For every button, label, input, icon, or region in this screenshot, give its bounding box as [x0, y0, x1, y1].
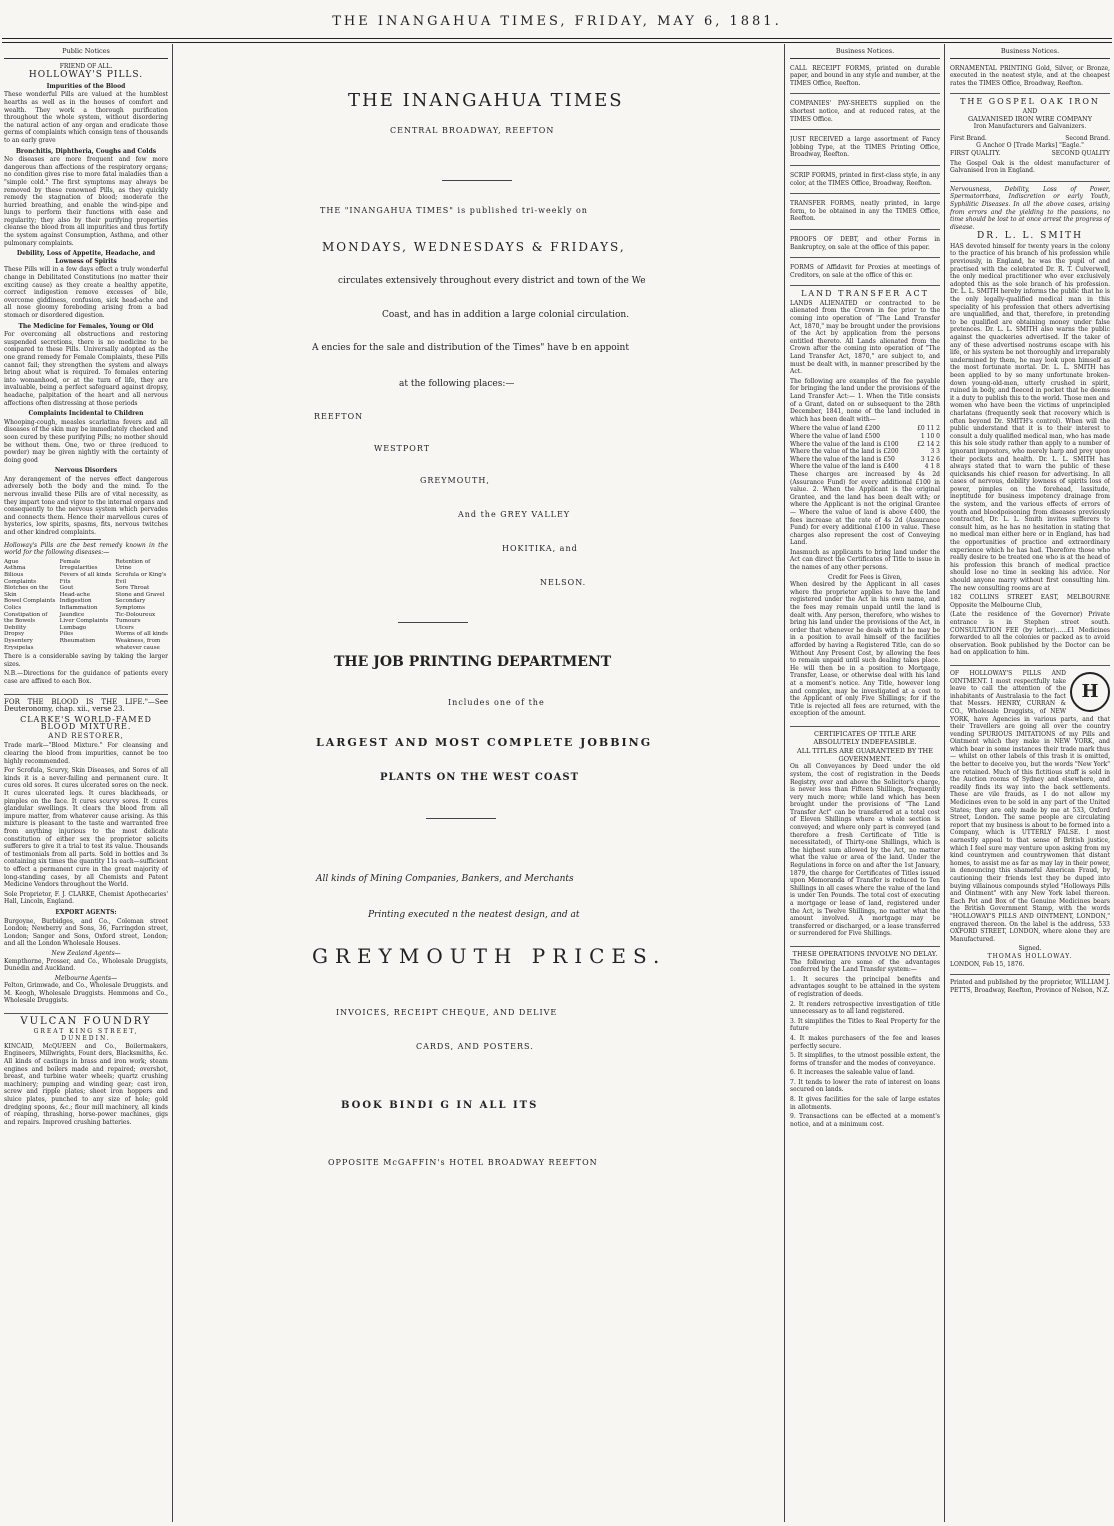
- disease-item: Tumours: [115, 618, 141, 625]
- paragraph: Any derangement of the nerves effect dangerous adversely both the body and the mind. To the nervous invalid these Pills are of vital necessity, as they impart tone and vigor to the internal organs and consequently to the nervous system which pervades and connects them. Hence their marvellous cures of hysterics, low spirits, spasms, fits, nervous twitches and other kindred complaints.: [4, 475, 168, 537]
- disease-item: Colics: [4, 604, 22, 611]
- binding-line: BOOK BINDI G IN ALL ITS: [341, 1100, 539, 1111]
- largest-line: LARGEST AND MOST COMPLETE JOBBING: [316, 736, 653, 749]
- ad-text: SCRIP FORMS, printed in first-class style, in any color, at the TIMES Office, Broadway, Reefton.: [790, 171, 940, 187]
- disease-item: Dysentery: [4, 637, 33, 644]
- holloway-trademark-icon: H: [1070, 672, 1110, 712]
- divider: [442, 180, 512, 181]
- advantage-item: 6. It increases the saleable value of land.: [790, 1069, 915, 1077]
- place-name: WESTPORT: [374, 444, 431, 453]
- prices-line: GREYMOUTH PRICES.: [312, 944, 667, 968]
- divider: [426, 818, 496, 819]
- vulcan-title: VULCAN FOUNDRY: [20, 1016, 152, 1028]
- quality-label: FIRST QUALITY.: [950, 149, 1001, 157]
- disease-item: Indigestion: [59, 598, 92, 605]
- disease-item: Erysipelas: [4, 644, 34, 651]
- place-name: HOKITIKA, and: [502, 544, 578, 553]
- disease-item: Rheumatism: [59, 637, 96, 644]
- disease-item: Blotches on the Skin: [4, 585, 49, 598]
- fee-label: Where the value of land £500: [790, 432, 880, 440]
- disease-item: Jaundice: [59, 611, 85, 618]
- fee-label: Where the value of land £200: [790, 425, 880, 433]
- fee-row: [790, 433, 940, 441]
- disease-list: [4, 559, 168, 651]
- paragraph: No diseases are more frequent and few more dangerous than affections of the respiratory organs; no condition gives rise to more fatal maladies than a "simple cold." The first symptoms may always be removed by these renowned Pills, as they quickly remedy the stagnation of blood; moderate the hurried breathing, and enable the wind-pipe and lungs to perform their functions with ease and regularity; they also by their purifying properties cleanse the blood from all impurities and thus fortify the system against Consumption, Asthma, and other pulmonary complaints.: [4, 156, 168, 247]
- brand-marks: G Anchor O [Trade Marks] "Eagle.": [976, 142, 1084, 150]
- advantage-item: 9. Transactions can be effected at a moment's notice, and at a minimum cost.: [790, 1113, 940, 1128]
- fee-value: 3 3: [930, 448, 940, 456]
- paragraph: The following are some of the advantages conferred by the Land Transfer system:—: [790, 958, 940, 974]
- paragraph: These Pills will in a few days effect a truly wonderful change in Debilitated Constitutions (no matter their exciting cause) as they create a healthy appetite, correct indigestion remove excesses of bile, overcome giddiness, confusion, sick head-ache and all nose gloomy foreboding arising from a bad stomach or disordered digestion.: [4, 266, 168, 319]
- fee-label: Where the value of the land is £100: [790, 440, 899, 448]
- section-heading: Complaints Incidental to Children: [28, 410, 144, 418]
- paragraph: For Scrofula, Scurvy, Skin Diseases, and Sores of all kinds it is a never-failing and permanent cure. It cures old sores. It cures ulcerated sores on the neck. It cures ulcerated legs. It cures blackheads, or pimples on the face. It cures scurvy sores. It cures glandular swellings. It clears the blood from all impure matter, from whatever cause arising. As this mixture is pleasant to the taste and warranted free from anything injurious to the most delicate constitution of either sex the proprietor solicits sufferers to give it a trial to test its value. Thousands of testimonials from all parts. Sold in bottles and 3s containing six times the quantity 11s each—sufficient to effect a permanent cure in the great majority of long-standing cases, by all Chemists and Patent Medicine Vendors throughout the World.: [4, 767, 168, 889]
- quality-row: [950, 150, 1110, 158]
- column-business-notices-2: [950, 48, 1110, 1522]
- small-ad: [790, 234, 940, 258]
- disease-item: Constipation of the Bowels: [4, 611, 48, 625]
- section-heading: Credit for Fees is Given,: [828, 573, 902, 581]
- places-intro: at the following places:—: [399, 379, 515, 389]
- job-printing-heading: THE JOB PRINTING DEPARTMENT: [334, 654, 612, 670]
- ad-text: ORNAMENTAL PRINTING Gold, Silver, or Bronze, executed in the neatest style, and at the cheapest rates the TIMES Office, Broadway, Reefton.: [950, 64, 1110, 87]
- advantages-list: [790, 976, 940, 1129]
- fee-value: 3 12 6: [920, 455, 940, 463]
- fee-row: [790, 448, 940, 456]
- section-heading: EXPORT AGENTS:: [55, 908, 117, 916]
- fee-value: 1 10 0: [920, 432, 940, 440]
- small-ad: [950, 158, 1110, 182]
- advantage-item: 4. It makes purchasers of the fee and leases perfectly secure.: [790, 1034, 940, 1050]
- paragraph: Trade mark—"Blood Mixture." For cleansing and clearing the blood from impurities, cannot be too highly recommended.: [4, 742, 168, 765]
- agencies-line: A encies for the sale and distribution of the Times" have b en appoint: [312, 343, 629, 353]
- publishing-days: MONDAYS, WEDNESDAYS & FRIDAYS,: [322, 240, 626, 254]
- ad-text: FORMS of Affidavit for Proxies at meetings of Creditors, on sale at the office of this er.: [790, 264, 940, 279]
- ad-subtitle: FRIEND OF ALL.: [59, 62, 113, 70]
- section-heading: ALL TITLES ARE GUARANTEED BY THE GOVERNMENT.: [797, 747, 933, 763]
- section-heading: THESE OPERATIONS INVOLVE NO DELAY.: [792, 949, 938, 958]
- disease-item: Asthma: [4, 565, 26, 572]
- fee-row: [790, 441, 940, 449]
- disease-item: Dropsy: [4, 631, 25, 638]
- disease-item: Inflammation: [59, 604, 98, 611]
- place-name: GREYMOUTH,: [420, 476, 490, 485]
- nb-note: N.B.—Directions for the guidance of patients every case are affixed to each Box.: [4, 670, 168, 685]
- agents-heading: Melbourne Agents—: [54, 974, 118, 982]
- disease-item: Worms of all kinds: [115, 631, 168, 638]
- brand-label: Second Brand.: [1065, 134, 1110, 142]
- advantage-item: 7. It tends to lower the rate of interest on loans secured on lands.: [790, 1078, 940, 1094]
- doctor-title: DR. L. L. SMITH: [977, 231, 1083, 242]
- ad-text: JUST RECEIVED a large assortment of Fancy Jobbing Type, at the TIMES Printing Office, Broadway, Reefton.: [790, 136, 940, 159]
- column-divider: [784, 44, 785, 1522]
- brand-label: First Brand.: [950, 134, 987, 142]
- vulcan-address: GREAT KING STREET,: [33, 1027, 139, 1035]
- clarke-subtitle: AND RESTORER,: [48, 731, 124, 740]
- opposite-line: OPPOSITE McGAFFIN's HOTEL BROADWAY REEFTON: [328, 1158, 598, 1167]
- plants-line: PLANTS ON THE WEST COAST: [380, 772, 580, 783]
- paragraph: KINCAID, McQUEEN and Co., Boilermakers, Engineers, Millwrights, Fount ders, Blacksmiths, &c. All kinds of castings in brass and iron work; steam engines and boilers made and repaired; overshot, breast, and turbine water wheels; quartz crushing machinery; pumping and winding gear; cast iron, screw and ripple plates; sheet iron hoppers and sluice plates, punched to any size of hole; gold dredging spoons, &c.; flour mill machinery, all kinds of reaping, thrashing, horse-power machines, gigs and repairs. Improved crushing batteries.: [4, 1042, 168, 1126]
- disease-item: Fevers of all kinds: [59, 572, 112, 578]
- divider: [4, 1007, 168, 1014]
- ad-text: PROOFS OF DEBT, and other Forms in Bankruptcy, on sale at the office of this paper.: [790, 235, 940, 251]
- ad-text: CALL RECEIPT FORMS, printed on durable paper, and bound in any style and number, at the TIMES Office, Reefton.: [790, 64, 940, 87]
- gospel-subtitle: GALVANISED IRON WIRE COMPANY: [967, 114, 1092, 123]
- gospel-line: Iron Manufacturers and Galvanizers.: [973, 123, 1087, 131]
- agents-heading: New Zealand Agents—: [51, 949, 121, 957]
- paragraph: Inasmuch as applicants to bring land under the Act can direct the Certificates of Title to issue in the names of any other persons.: [790, 548, 940, 572]
- disease-item: Scrofula or King's Evil: [115, 572, 167, 585]
- fee-label: Where the value of the land is £400: [790, 463, 899, 471]
- circulation-line: Coast, and has in addition a large colonial circulation.: [382, 310, 630, 320]
- fee-row: [790, 425, 940, 433]
- invoices-line: INVOICES, RECEIPT CHEQUE, AND DELIVE: [336, 1008, 558, 1017]
- disease-item: Weakness, from whatever cause: [115, 637, 161, 651]
- paragraph: The following are examples of the fee payable for bringing the land under the provisions of the Land Transfer Act:— 1. When the Title consists of a Grant, dated on or subsequent to the 28th December, 1841, none of the land included in which has been dealt with—: [790, 377, 940, 423]
- advantage-item: 3. It simplifies the Titles to Real Property for the future: [790, 1017, 940, 1033]
- place-name: And the GREY VALLEY: [458, 510, 571, 519]
- column-times-advert: [176, 48, 780, 1522]
- paper-title: THE INANGAHUA TIMES: [348, 90, 624, 111]
- divider: [950, 659, 1110, 666]
- divider: [398, 622, 468, 623]
- section-heading: The Medicine for Females, Young or Old: [18, 322, 154, 330]
- land-transfer-title: LAND TRANSFER ACT: [801, 289, 929, 299]
- disease-item: Lumbago: [59, 624, 87, 631]
- disease-item: Ague: [4, 558, 19, 565]
- divider: [950, 968, 1110, 975]
- disease-item: Bowel Complaints: [4, 598, 56, 605]
- signature-name: THOMAS HOLLOWAY.: [987, 952, 1073, 960]
- imprint: Printed and published by the proprietor, WILLIAM J. PETTS, Broadway, Reefton, Province of Nelson, N.Z.: [950, 979, 1110, 994]
- column-divider: [172, 44, 173, 1522]
- doctor-address: 182 COLLINS STREET EAST, MELBOURNE Opposite the Melbourne Club,: [950, 594, 1110, 609]
- divider: [4, 688, 168, 695]
- saving-note: There is a considerable saving by taking the larger sizes.: [4, 653, 168, 668]
- disease-item: Fits: [59, 578, 71, 585]
- fee-row: [790, 463, 940, 471]
- paragraph: Sole Proprietor, F. J. CLARKE, Chemist Apothecaries' Hall, Lincoln, England.: [4, 890, 168, 906]
- includes-line: Includes one of the: [448, 698, 545, 707]
- place-name: NELSON.: [540, 578, 587, 587]
- small-ad: [790, 134, 940, 166]
- column-header: Business Notices.: [790, 48, 940, 59]
- brand-row: [950, 135, 1110, 143]
- gospel-title: THE GOSPEL OAK IRON: [960, 97, 1100, 107]
- disease-intro: Holloway's Pills are the best remedy known in the world for the following diseases:—: [4, 541, 168, 557]
- advantage-item: 1. It secures the principal benefits and advantages sought to be attained in the system of registration of deeds.: [790, 975, 940, 998]
- paragraph: When desired by the Applicant in all cases where the proprietor applies to have the land registered under the Act in his own name, and the fees may remain unpaid until the land is dealt with. Any person, therefore, who wishes to bring his land under the provisions of the Act, in order that whenever he deals with it he may be in a position to avail himself of the facilities afforded by having a Registered Title, can do so Without Any Present Cost, by allowing the fees to remain unpaid until such dealing takes place. He will then be in a position to Mortgage, Transfer, Lease, or otherwise deal with his land at a moment's notice. Any Title, however long and complex, may be investigated at a cost to the Applicant of only Five Shillings; for if the Title is rejected all fees are returned, with the exception of the amount.: [790, 581, 940, 718]
- paragraph: HAS devoted himself for twenty years in the colony to the practice of his branch of his profession while previously, in England, he was the pupil of and practised with the celebrated Dr. R. T. Culverwell, the only medical practitioner who ever exclusively adopted this as the sole branch of his profession. Dr. L. L. SMITH hereby informs the public that he is the only legally-qualified medical man in this speciality of his profession that others advertising are unqualified, and that, therefore, in pretending to be qualified are obtaining money under false pretences. Dr. L. L. SMITH also warns the public against the quackeries advertised. If the taker of any of these advertised nostrums escape with his life, or his system be not thoroughly and irreparably undermined by them, he may look upon himself as the most fortunate mortal. Dr. L. L. SMITH has been applied to by so many unfortunate broken-down young-old-men, utterly crushed in spirit, ruined in body, and fleeced in pocket that he deems it a duty to publish this to the world. Those men and women who have been the victims of unprincipled charlatans (frequently seek that recovery which is often beyond Dr. SMITH's control). When will the public understand that it is to their interest to consult a duly qualified medical man, who has made this his sole study rather than apply to a number of ignorant impostors, who merely harp and prey upon their pockets and health. Dr. L. L. SMITH has always stated that to warn the public of these quicksands his chief reason for advertising. In all cases of nervous, debility lowness of spirits loss of power, pimples on the forehead, lassitude, ineptitude for business impotency drainage from the system, and the various effects of errors of youth and bloodpoisoning from diseases previously contracted, Dr. L. L. Smith invites sufferers to consult him, as he has no hesitation in stating that no medical man either here or in England, has had the opportunities of practice and extraordinary experience which he has had. Therefore those who really desire to be treated one who is at the head of his profession this branch of medical practice should lose no time in seeking his advice. Nor should anyone marry without first consulting him. The new consulting rooms are at: [950, 242, 1110, 592]
- paragraph: Burgoyne, Burbidges, and Co., Coleman street London; Newberry and Sons, 36, Farringdon street, London; Sanger and Sons, Oxford street, London; and all the London Wholesale Houses.: [4, 917, 168, 948]
- column-header: Public Notices: [4, 48, 168, 59]
- gospel-and: AND: [1022, 107, 1038, 115]
- ad-text: TRANSFER FORMS, neatly printed, in large form, to be obtained in any the TIMES Office, Reefton.: [790, 200, 940, 223]
- column-business-notices: [790, 48, 940, 1522]
- published-note: THE "INANGAHUA TIMES" is published tri-weekly on: [320, 206, 588, 215]
- small-ad: [790, 98, 940, 130]
- small-ad: [790, 198, 940, 230]
- column-divider: [944, 44, 945, 1522]
- disease-item: Sore Throat: [115, 585, 150, 592]
- disease-item: Stone and Gravel: [115, 591, 165, 598]
- fee-row: [790, 456, 940, 464]
- cards-line: CARDS, AND POSTERS.: [416, 1042, 534, 1051]
- disease-item: Bilious Complaints: [4, 572, 37, 585]
- paragraph: LANDS ALIENATED or contracted to be alienated from the Crown in fee prior to the coming into operation of "The Land Transfer Act, 1870," may be brought under the provisions of the Act by application from the persons entitled thereto. All Lands alienated from the Crown after the coming into operation of "The Land Transfer Act, 1870," are subject to, and must be dealt with, in manner prescribed by the Act.: [790, 299, 940, 376]
- paragraph: (Late the residence of the Governor) Private entrance is in Stephen street south. CONSULTATION FEE (by letter)......£1 Medicines forwarded to all the colonies or packed as to avoid observation. Book published by the Doctor can be had on application to him.: [950, 611, 1110, 657]
- disease-item: Piles: [59, 631, 74, 638]
- mining-line: All kinds of Mining Companies, Bankers, and Merchants: [316, 874, 574, 884]
- section-heading: CERTIFICATES OF TITLE ARE ABSOLUTELY INDEFEASIBLE.: [813, 729, 917, 746]
- circulation-line: circulates extensively throughout every district and town of the We: [338, 276, 646, 286]
- column-header: Business Notices.: [950, 48, 1110, 59]
- printing-line: Printing executed n the neatest design, and at: [368, 910, 580, 920]
- fee-value: £2 14 2: [917, 440, 940, 448]
- disease-item: Retention of Urine: [115, 558, 151, 572]
- blood-life-heading: FOR THE BLOOD IS THE LIFE."—See Deuteronomy, chap. xii., verse 23.: [4, 697, 168, 714]
- divider: [790, 940, 940, 947]
- paragraph: OF HOLLOWAY'S PILLS AND OINTMENT. I most respectfully take leave to call the attention of the inhabitants of Australasia to the fact that Messrs. HENRY, CURRAN & CO., Wholesale Druggists, of NEW YORK, have Agencies in various parts, and that their Travellers are going all over the country vending SPURIOUS IMITATIONS of my Pills and Ointment which they make in NEW YORK, and which bear in some instances their trade mark thus— whilst on other labels of this trash it is omitted, the better to deceive you, but the words "New York" are retained. Much of this fictitious stuff is sold in the Auction rooms of Sydney and elsewhere, and readily finds its way into the back settlements. These are vile frauds, as I do not allow my Medicines even to be sold in any part of the United States; they are only made by me at 533, Oxford Street, London. The same people are circulating report that my business is about to be formed into a Company, which is UTTERLY FALSE. I most earnestly appeal to that sense of British justice, which I feel sure may venture upon asking from my kind countrymen and countrywomen that distant homes, to assist me as far as may lay in their power, in denouncing this shameful American Fraud, by cautioning their friends lest they be duped into buying villainous compounds styled "Holloways Pills and Ointment" with any New York label thereon. Each Pot and Box of the Genuine Medicines bears the British Government Stamp, with the words "HOLLOWAY'S PILLS AND OINTMENT, LONDON," engraved thereon. On the label is the address, 533 OXFORD STREET, LONDON, where alone they are Manufactured.: [950, 669, 1110, 943]
- disease-item: Liver Complaints: [59, 618, 109, 625]
- disease-item: Tic-Doloureux: [115, 611, 156, 618]
- disease-item: Secondary Symptoms: [115, 598, 146, 611]
- disease-item: Gout: [59, 585, 74, 592]
- signature-date: LONDON, Feb 15, 1876.: [950, 960, 1025, 968]
- paragraph: These wonderful Pills are valued at the humblest hearths as well as in the houses of comfort and wealth. They work a thorough purification throughout the whole system, without disordering the natural action of any organ and eradicate those germs of complaints which consign tens of thousands to an early grave: [4, 91, 168, 144]
- paragraph: For overcoming all obstructions and restoring suspended secretions, there is no medicine to be compared to these Pills. Universally adopted as the one grand remedy for Female Complaints, these Pills cannot fail; they strengthen the system and always bring about what is required. To females entering into womanhood, or at the turn of life, they are invaluable, being a perfect safeguard against dropsy, headache, palpitation of the heart and all nervous affections often distressing at those periods: [4, 331, 168, 407]
- small-ad: [950, 63, 1110, 95]
- ad-text: COMPANIES' PAY-SHEETS supplied on the shortest notice, and at reduced rates, at the TIMES Office.: [790, 100, 940, 123]
- column-public-notices: [4, 48, 168, 1522]
- ad-title: HOLLOWAY'S PILLS.: [28, 70, 144, 81]
- signed-label: Signed.: [1018, 945, 1042, 953]
- paragraph: Felton, Grimwade, and Co., Wholesale Druggists. and M. Keogh, Wholesale Druggists. Hemmons and Co., Wholesale Druggists.: [4, 982, 168, 1005]
- masthead-rule: [2, 38, 1112, 39]
- disease-item: Ulcers: [115, 624, 134, 631]
- masthead: THE INANGAHUA TIMES, FRIDAY, MAY 6, 1881.: [332, 14, 782, 29]
- divider: [790, 720, 940, 727]
- paragraph: Nervousness, Debility, Loss of Power, Spermatorrhœa, Indiscretion or early Youth, Syphilitic Diseases. In all the above cases, arising from errors and the yielding to the passions, no time should be lost to at once arrest the progress of disease.: [950, 185, 1110, 231]
- small-ad: [790, 63, 940, 95]
- section-heading: Debility, Loss of Appetite, Headache, and Lowness of Spirits: [16, 250, 156, 265]
- fee-label: Where the value of the land is £200: [790, 448, 899, 456]
- fee-value: 4 1 8: [924, 463, 940, 471]
- section-heading: Nervous Disorders: [54, 467, 118, 475]
- section-heading: Bronchitis, Diphtheria, Coughs and Colds: [15, 147, 157, 155]
- clarke-title: CLARKE'S WORLD-FAMED BLOOD MIXTURE.: [20, 714, 152, 732]
- paragraph: Kempthorne, Prosser, and Co., Wholesale Druggists, Dunedin and Auckland.: [4, 957, 168, 973]
- small-ad: [790, 170, 940, 194]
- vulcan-city: DUNEDIN.: [61, 1035, 111, 1043]
- divider: [71, 539, 101, 540]
- fee-label: Where the value of the land is £50: [790, 455, 895, 463]
- paragraph: These charges are increased by 4s 2d (Assurance Fund) for every additional £100 in value. 2. When the Applicant is the original Grantee, and the land has been dealt with; or where the Applicant is not the original Grantee— Where the value of land is above £400, the fees increase at the rate of 4s 2d (Assurance Fund) for every additional £100 in value. These charges also represent the cost of Conveying Land.: [790, 470, 940, 547]
- masthead-rule-thin: [2, 42, 1112, 43]
- advantage-item: 2. It renders retrospective investigation of title unnecessary as to all land registered.: [790, 1000, 940, 1016]
- advantage-item: 5. It simplifies, to the utmost possible extent, the forms of transfer and the modes of conveyance.: [790, 1052, 940, 1067]
- advantage-item: 8. It gives facilities for the sale of large estates in allotments.: [790, 1096, 940, 1111]
- ad-text: The Gospel Oak is the oldest manufacturer of Galvanised Iron in England.: [950, 159, 1110, 175]
- fee-table: [790, 425, 940, 471]
- paper-address: CENTRAL BROADWAY, REEFTON: [390, 126, 555, 135]
- place-name: REEFTON: [314, 412, 364, 421]
- quality-label: SECOND QUALITY: [1051, 149, 1110, 157]
- paragraph: Whooping-cough, measles scarlatina fevers and all diseases of the skin may be immediately checked and soon cured by these purifying Pills; no mother should be without them. One, two or three (reduced to powder) may be given nightly with the certainty of doing good: [4, 418, 168, 464]
- disease-item: Female Irregularities: [59, 558, 98, 572]
- disease-item: Debility: [4, 624, 27, 631]
- section-heading: Impurities of the Blood: [46, 82, 126, 90]
- paragraph: On all Conveyances by Deed under the old system, the cost of registration in the Deeds Registry, over and above the Solicitor's charge, is never less than Fifteen Shillings, frequently very much more; while land which has been brought under the provisions of "The Land Transfer Act" can be transferred at a total cost of Eleven Shillings where a whole section is conveyed; and where only part is conveyed (and therefore a fresh Certificate of Title is necessitated), of Thirty-one Shillings, which is the highest sum allowed by the Act, no matter what the value or area of the land. Under the Regulations in force on and after the 1st January, 1879, the charge for Certificates of Titles issued upon Memoranda of Transfer is reduced to Ten Shillings in all cases where the value of the land is under Ten Pounds. The total cost of executing a mortgage or lease of land, registered under the Act, is Twelve Shillings, no matter what the amount involved. A mortgage may be transferred or discharged, or a lease transferred or surrendered for Five Shillings.: [790, 763, 940, 938]
- fee-value: £0 11 2: [917, 425, 940, 433]
- small-ad: [790, 262, 940, 286]
- disease-item: Head-ache: [59, 591, 91, 598]
